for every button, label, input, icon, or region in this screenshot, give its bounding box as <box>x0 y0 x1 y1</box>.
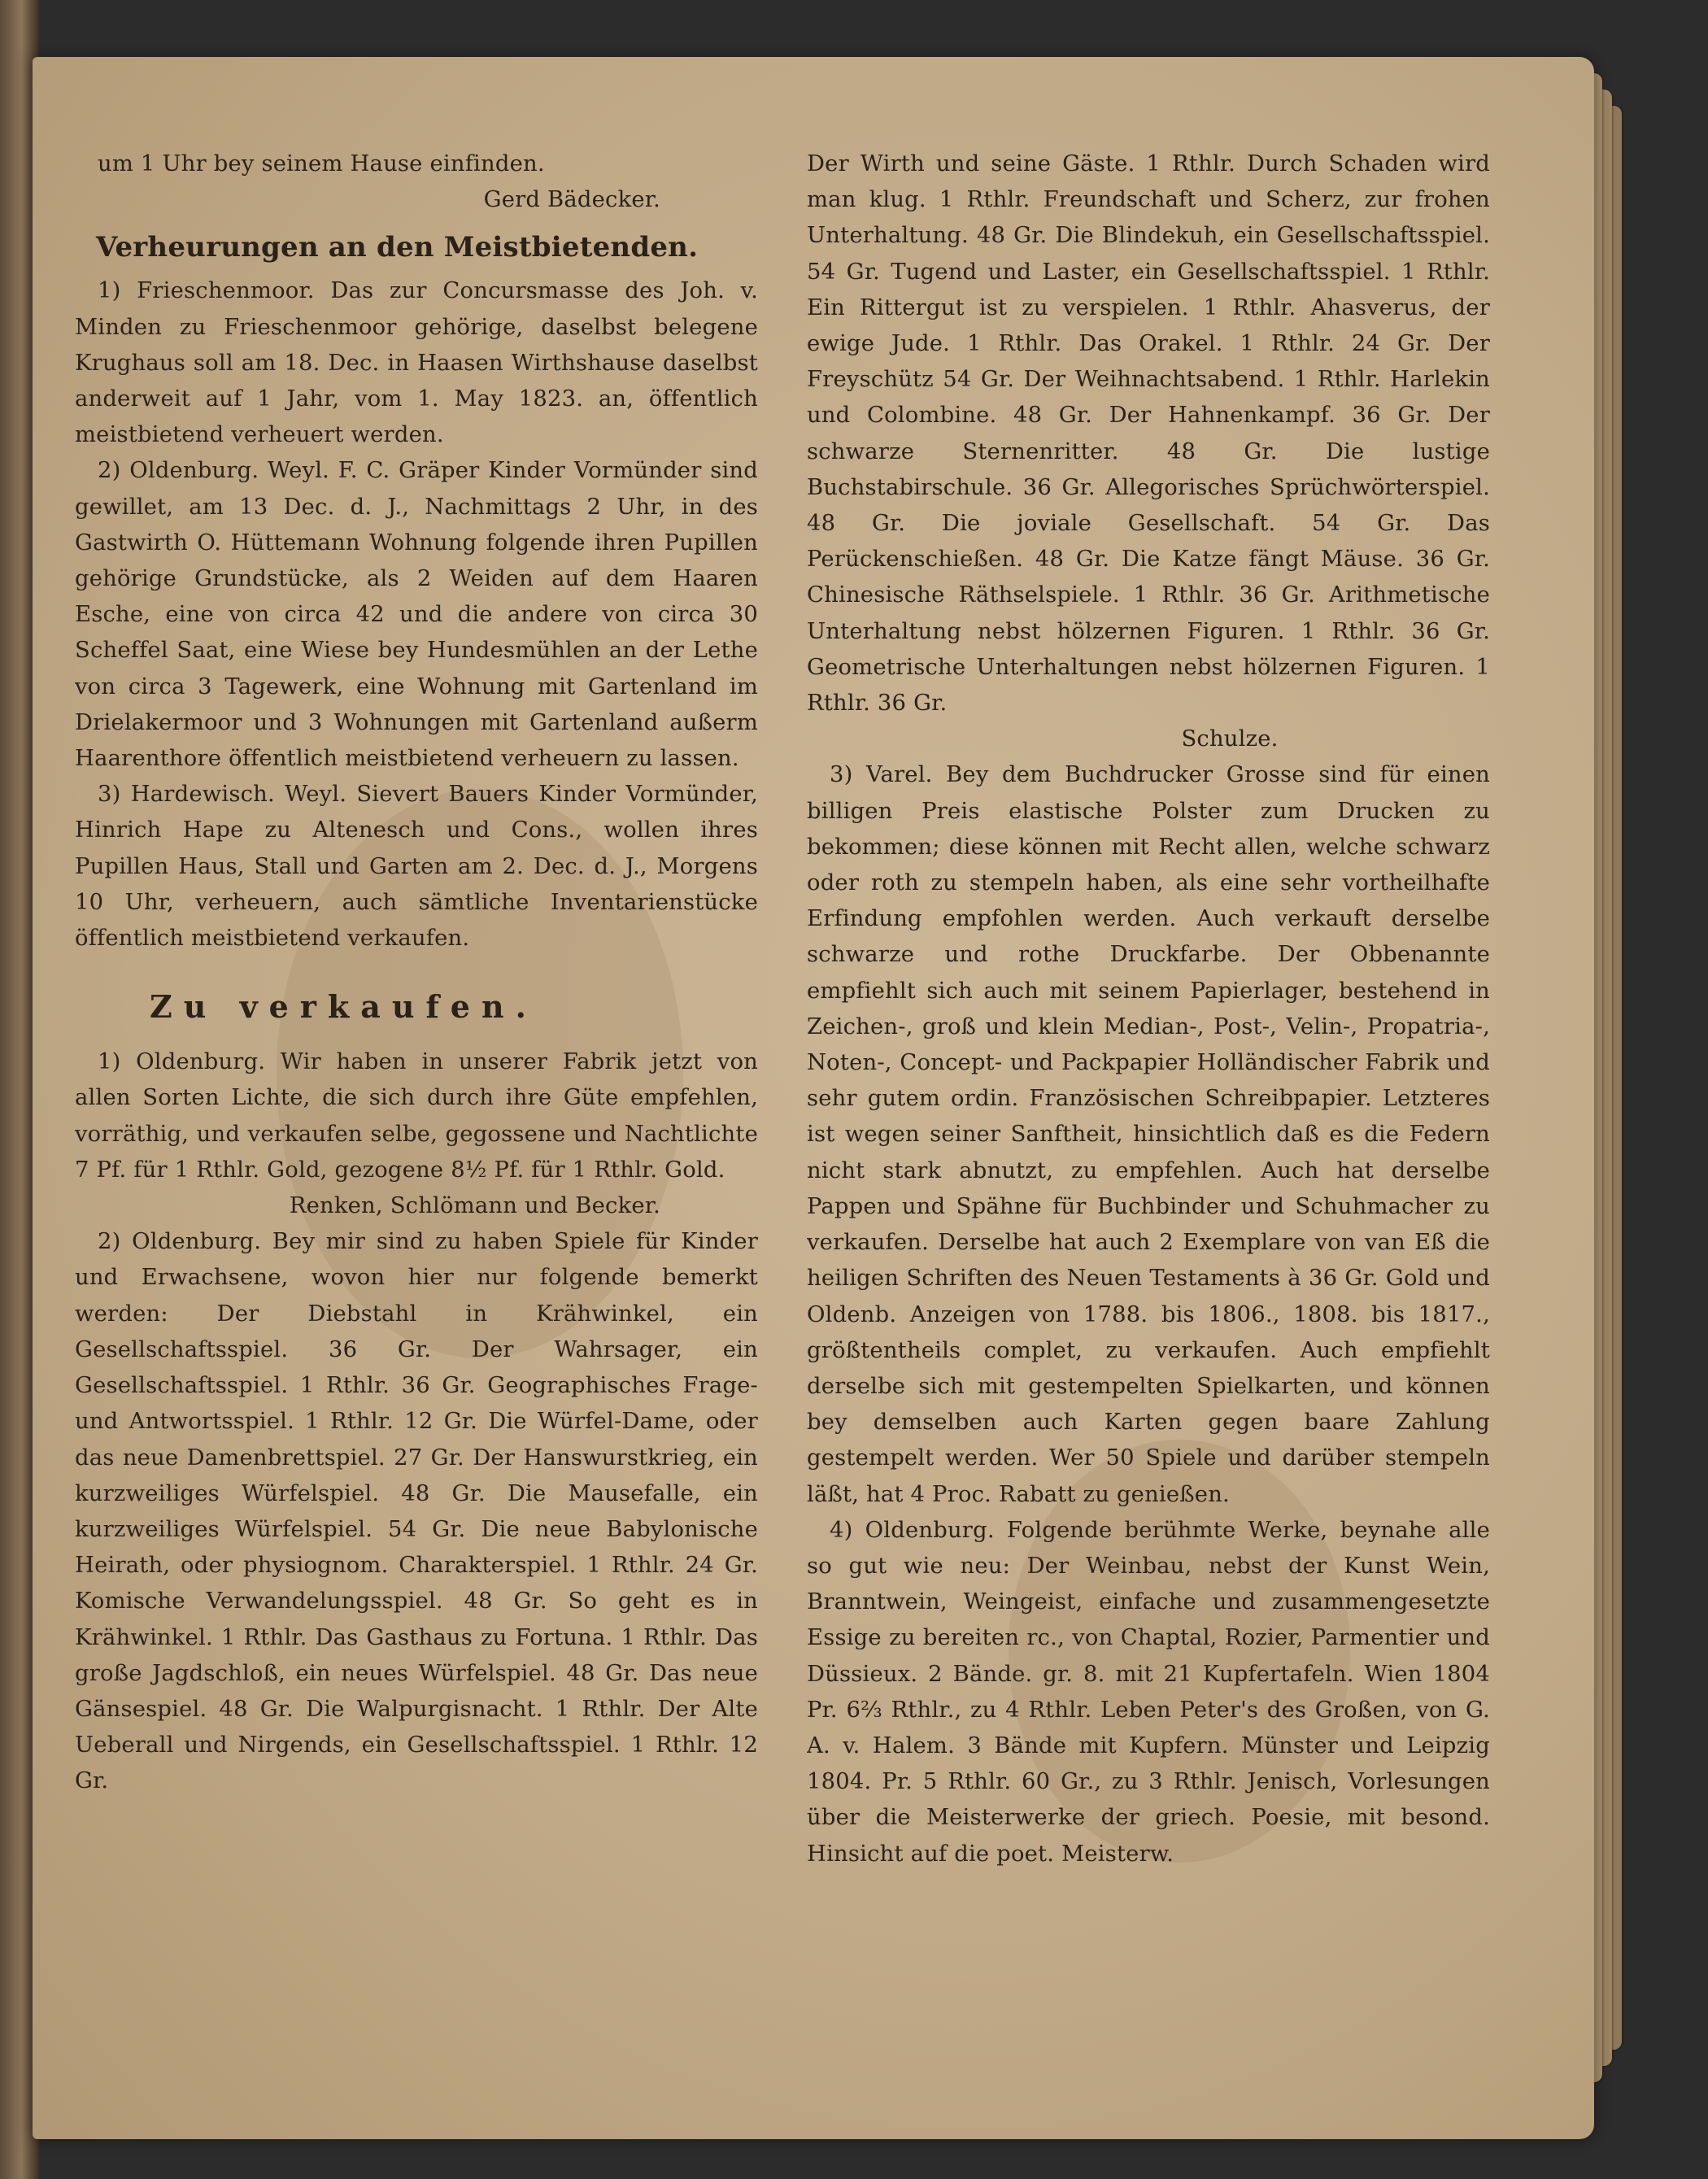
paragraph-text: 2) Oldenburg. Weyl. F. C. Gräper Kinder Vormünder sind gewillet, am 13 Dec. d. J., Nachmittags 2 Uhr, in des Gastwirth O. Hüttemann Wohnung folgende ihren Pupillen gehörige Grundstücke, als 2 Weiden auf dem Haaren Esche, eine von circa 42 und die andere von circa 30 Scheffel Saat, eine Wiese bey Hundesmühlen an der Lethe von circa 3 Tagewerk, eine Wohnung mit Gartenland im Drielakermoor und 3 Wohnungen mit Gartenland außerm Haarenthore öffentlich meistbietend verheuern zu lassen. <box>75 458 758 772</box>
paragraph-text: 3) Varel. Bey dem Buchdrucker Grosse sind für einen billigen Preis elastische Polster zum Drucken zu bekommen; diese können mit Recht allen, welche schwarz oder roth zu stempeln haben, als eine sehr vortheilhafte Erfindung empfohlen werden. Auch verkauft derselbe schwarze und rothe Druckfarbe. Der Obbenannte empfiehlt sich auch mit seinem Papierlager, bestehend in Zeichen-, groß und klein Median-, Post-, Velin-, Propatria-, Noten-, Concept- und Packpapier Holländischer Fabrik und sehr gutem ordin. Französischen Schreibpapier. Letzteres ist wegen seiner Sanftheit, hinsichtlich daß es die Federn nicht stark abnutzt, zu empfehlen. Auch hat derselbe Pappen und Spähne für Buchbinder und Schuhmacher zu verkaufen. Derselbe hat auch 2 Exemplare von van Eß die heiligen Schriften des Neuen Testaments à 36 Gr. Gold und Oldenb. Anzeigen von 1788. bis 1806., 1808. bis 1817., größtentheils complet, zu verkaufen. Auch empfiehlt derselbe sich mit gestempelten Spielkarten, und können bey demselben auch Karten gegen baare Zahlung gestempelt werden. Wer 50 Spiele und darüber stempeln läßt, hat 4 Proc. Rabatt zu genießen. <box>807 762 1490 1507</box>
signature: Schulze. <box>1181 726 1279 752</box>
left-column <box>75 146 758 2082</box>
signature: Renken, Schlömann und Becker. <box>289 1193 660 1219</box>
paragraph-text: 1) Oldenburg. Wir haben in unserer Fabrik jetzt von allen Sorten Lichte, die sich durch ihre Güte empfehlen, vorräthig, und verkaufen selbe, gegossene und Nachtlichte 7 Pf. für 1 Rthlr. Gold, gezogene 8½ Pf. für 1 Rthlr. Gold. <box>75 1049 758 1183</box>
section-heading: Verheurungen an den Meistbietenden. <box>96 231 699 264</box>
paragraph-text: 4) Oldenburg. Folgende berühmte Werke, beynahe alle so gut wie neu: Der Weinbau, nebst der Kunst Wein, Branntwein, Weingeist, einfache und zusammengesetzte Essige zu bereiten rc., von Chaptal, Rozier, Parmentier und Düssieux. 2 Bände. gr. 8. mit 21 Kupfertafeln. Wien 1804 Pr. 6⅔ Rthlr., zu 4 Rthlr. Leben Peter's des Großen, von G. A. v. Halem. 3 Bände mit Kupfern. Münster und Leipzig 1804. Pr. 5 Rthlr. 60 Gr., zu 3 Rthlr. Jenisch, Vorlesungen über die Meisterwerke der griech. Poesie, mit besond. Hinsicht auf die poet. Meisterw. <box>807 1517 1490 1867</box>
paragraph-text: Der Wirth und seine Gäste. 1 Rthlr. Durch Schaden wird man klug. 1 Rthlr. Freundschaft und Scherz, zur frohen Unterhaltung. 48 Gr. Die Blindekuh, ein Gesellschaftsspiel. 54 Gr. Tugend und Laster, ein Gesellschaftsspiel. 1 Rthlr. Ein Rittergut ist zu verspielen. 1 Rthlr. Ahasverus, der ewige Jude. 1 Rthlr. Das Orakel. 1 Rthlr. 24 Gr. Der Freyschütz 54 Gr. Der Weihnachtsabend. 1 Rthlr. Harlekin und Colombine. 48 Gr. Der Hahnenkampf. 36 Gr. Der schwarze Sternenritter. 48 Gr. Die lustige Buchstabirschule. 36 Gr. Allegorisches Sprüchwörterspiel. 48 Gr. Die joviale Gesellschaft. 54 Gr. Das Perückenschießen. 48 Gr. Die Katze fängt Mäuse. 36 Gr. Chinesische Räthselspiele. 1 Rthlr. 36 Gr. Arithmetische Unterhaltung nebst hölzernen Figuren. 1 Rthlr. 36 Gr. Geometrische Unterhaltungen nebst hölzernen Figuren. 1 Rthlr. 36 Gr. <box>807 151 1490 717</box>
paragraph-text: 3) Hardewisch. Weyl. Sievert Bauers Kinder Vormünder, Hinrich Hape zu Altenesch und Cons., wollen ihres Pupillen Haus, Stall und Garten am 2. Dec. d. J., Morgens 10 Uhr, verheuern, auch sämtliche Inventarienstücke öffentlich meistbietend verkaufen. <box>75 782 758 952</box>
document-page <box>33 57 1594 2139</box>
page-stack-edge <box>1602 89 1612 2066</box>
signature: Gerd Bädecker. <box>483 187 660 213</box>
paragraph-text: um 1 Uhr bey seinem Hause einfinden. <box>98 151 545 176</box>
page-stack-edge <box>1612 106 1622 2050</box>
paragraph-text: 2) Oldenburg. Bey mir sind zu haben Spiele für Kinder und Erwachsene, wovon hier nur folgende bemerkt werden: Der Diebstahl in Krähwinkel, ein Gesellschaftsspiel. 36 Gr. Der Wahrsager, ein Gesellschaftsspiel. 1 Rthlr. 36 Gr. Geographisches Frage- und Antwortsspiel. 1 Rthlr. 12 Gr. Die Würfel-Dame, oder das neue Damenbrettspiel. 27 Gr. Der Hanswurstkrieg, ein kurzweiliges Würfelspiel. 48 Gr. Die Mausefalle, ein kurzweiliges Würfelspiel. 54 Gr. Die neue Babylonische Heirath, oder physiognom. Charakterspiel. 1 Rthlr. 24 Gr. Komische Verwandelungsspiel. 48 Gr. So geht es in Krähwinkel. 1 Rthlr. Das Gasthaus zu Fortuna. 1 Rthlr. Das große Jagdschloß, ein neues Würfelspiel. 48 Gr. Das neue Gänsespiel. 48 Gr. Die Walpurgisnacht. 1 Rthlr. Der Alte Ueberall und Nirgends, ein Gesellschaftsspiel. 1 Rthlr. 12 Gr. <box>75 1229 758 1794</box>
section-heading: Zu verkaufen. <box>150 988 538 1026</box>
right-column <box>807 146 1490 2082</box>
paragraph-text: 1) Frieschenmoor. Das zur Concursmasse des Joh. v. Minden zu Frieschenmoor gehörige, daselbst belegene Krughaus soll am 18. Dec. in Haasen Wirthshause daselbst anderweit auf 1 Jahr, vom 1. May 1823. an, öffentlich meistbietend verheuert werden. <box>75 278 758 448</box>
